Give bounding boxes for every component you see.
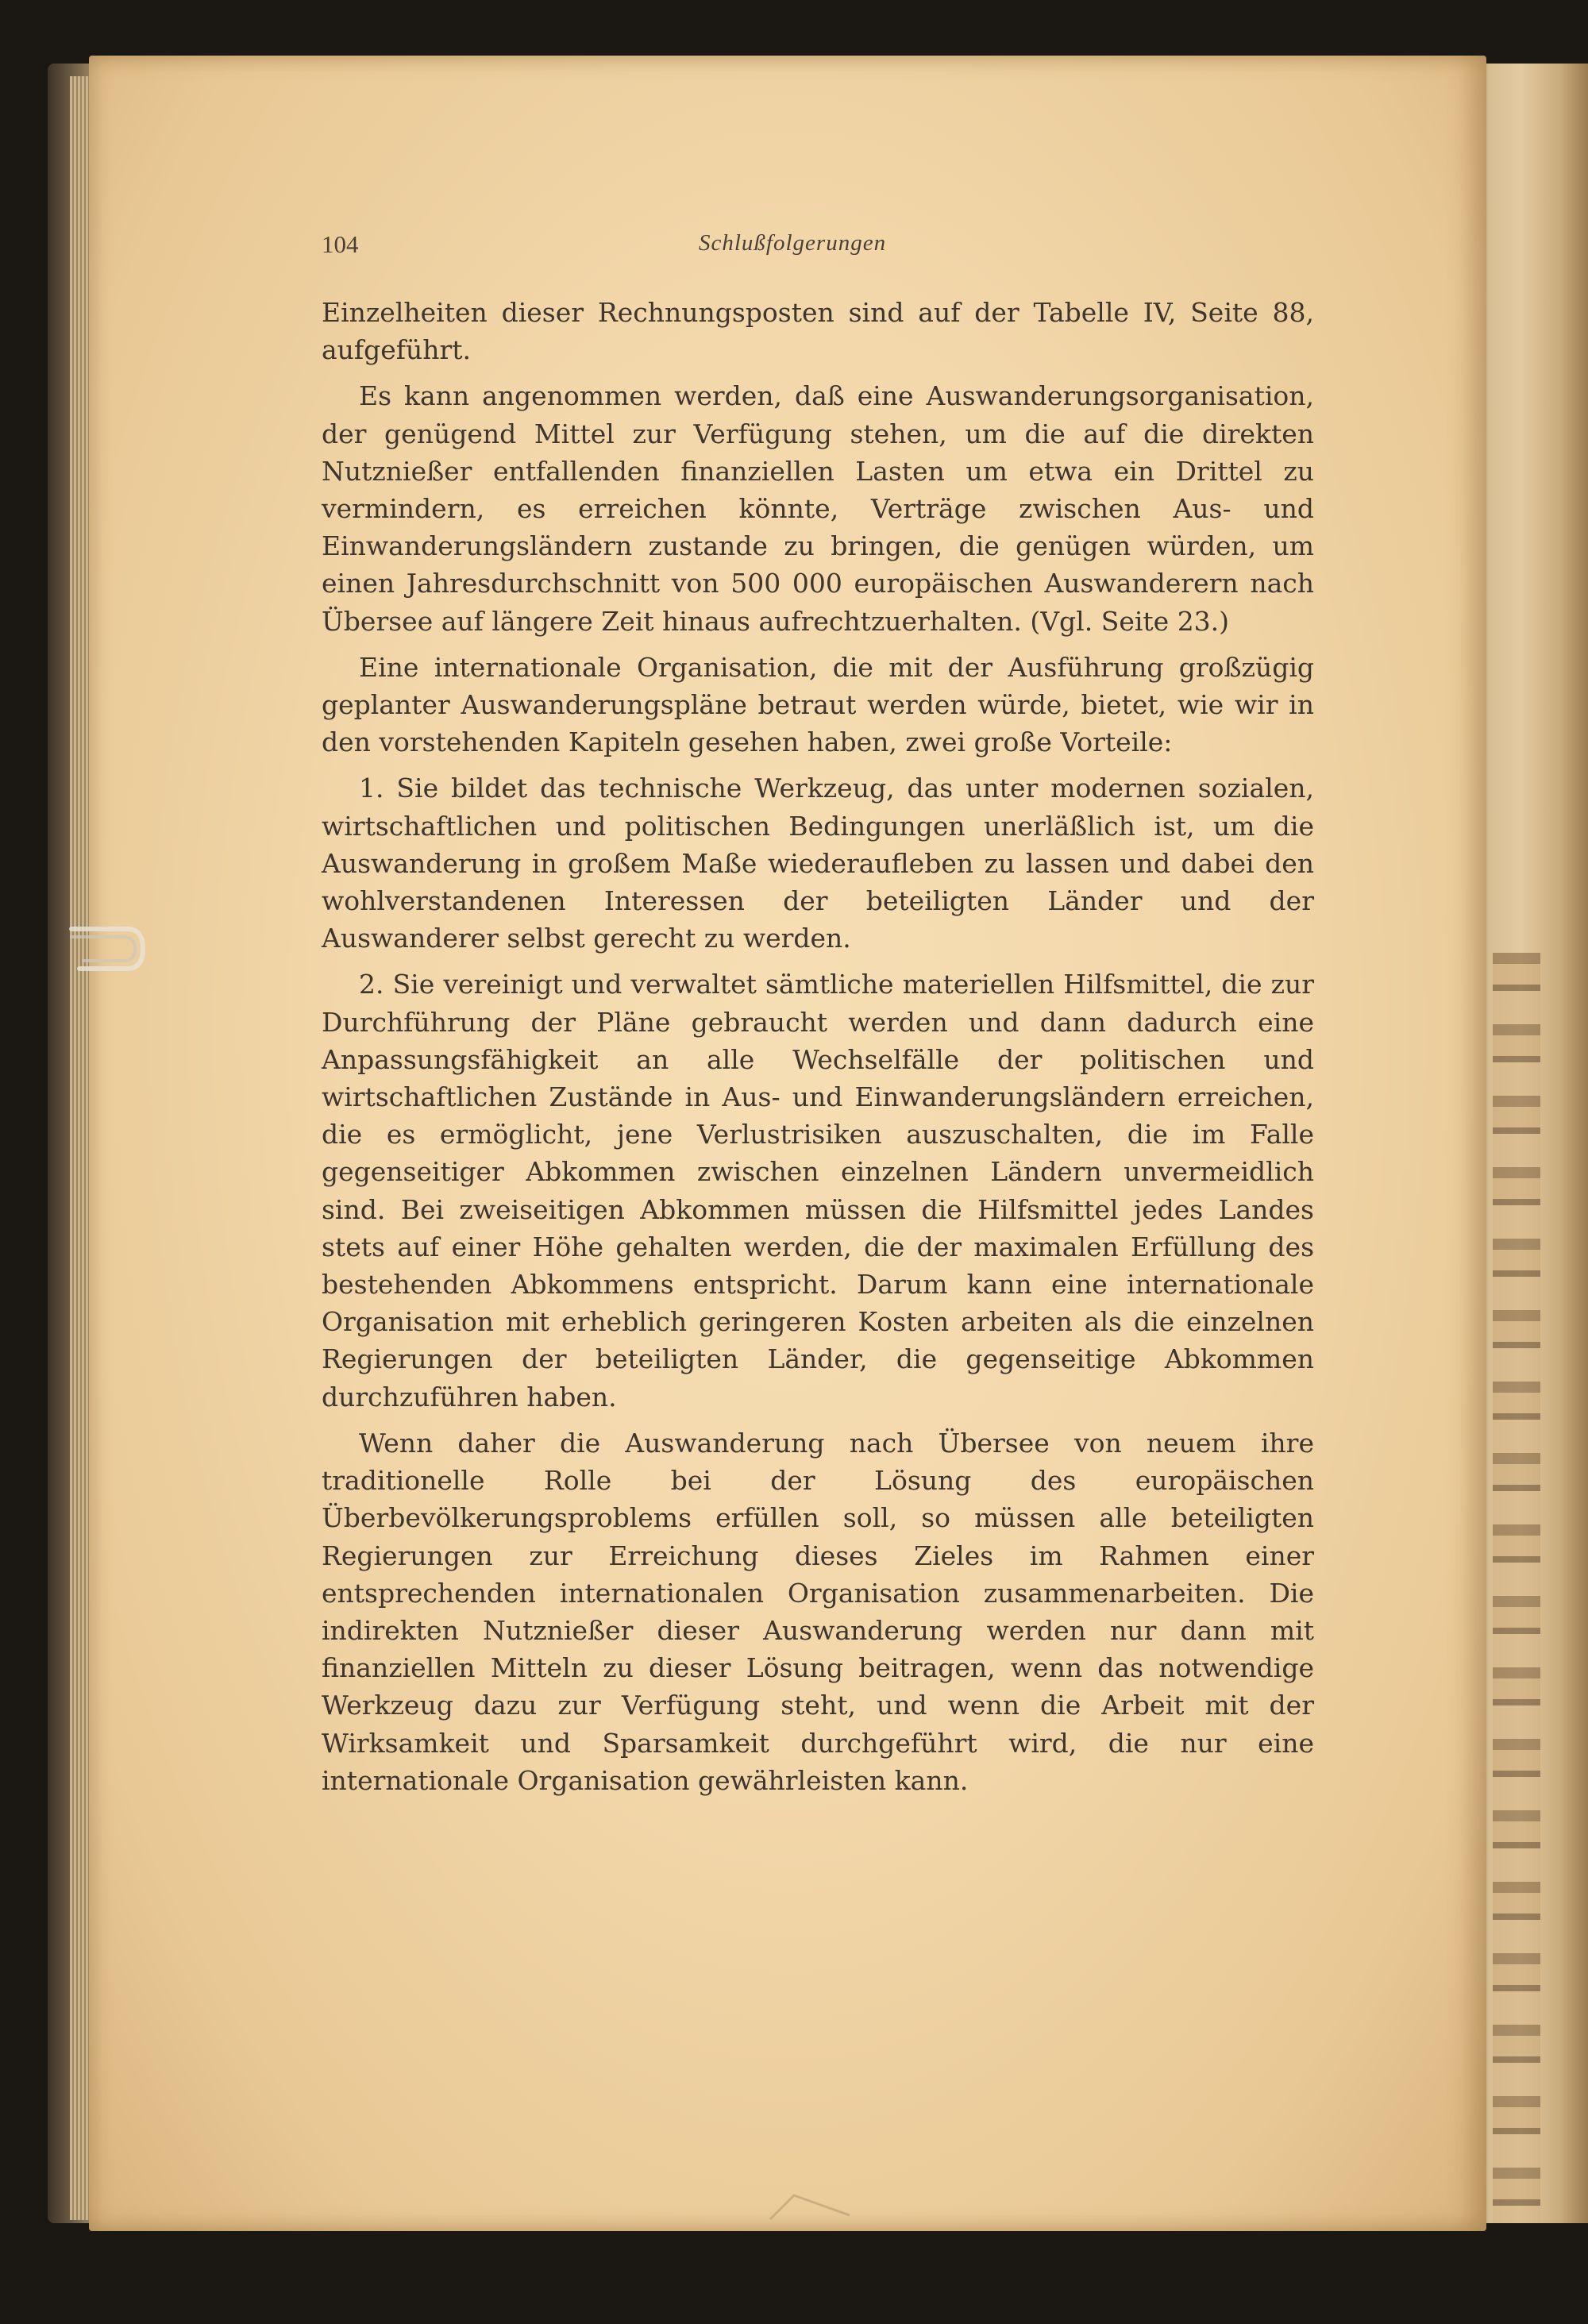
paragraph: Es kann angenommen werden, daß eine Auswanderungsorganisation, der genügend Mittel zur Verfügung stehen, um die auf die direkten Nutznießer entfallenden finanziellen Lasten um etwa ein Drittel zu vermindern, es erreichen könnte, Verträge zwischen Aus- und Einwanderungsländern zustande zu bringen, die genügen würden, um einen Jahresdurchschnitt von 500 000 europäischen Auswanderern nach Übersee auf längere Zeit hinaus aufrechtzuerhalten. (Vgl. Seite 23.) [322, 380, 1314, 637]
tape-mark-icon [762, 2191, 858, 2223]
body-text [322, 294, 1314, 1808]
list-item: 2. Sie vereinigt und verwaltet sämtliche materiellen Hilfsmittel, die zur Durchführung der Pläne gebraucht werden und dann dadurch eine Anpassungsfähigkeit an alle Wechselfälle der politischen und wirtschaftlichen Zustände in Aus- und Einwanderungsländern erreichen, die es ermöglicht, jene Verlustrisiken auszuschalten, die im Falle gegenseitiger Abkommen zwischen einzelnen Ländern unvermeidlich sind. Bei zweiseitigen Abkommen müssen die Hilfsmittel jedes Landes stets auf einer Höhe gehalten werden, die der maximalen Erfüllung des bestehenden Abkommens entspricht. Darum kann eine internationale Organisation mit erheblich geringeren Kosten arbeiten als die einzelnen Regierungen der beteiligten Länder, die gegenseitige Abkommen durchzuführen haben. [322, 969, 1314, 1413]
paper-clip-icon [64, 913, 151, 985]
paragraph: Wenn daher die Auswanderung nach Übersee von neuem ihre traditionelle Rolle bei der Lösung des europäischen Überbevölkerungsproblems erfüllen soll, so müssen alle beteiligten Regierungen zur Erreichung dieses Zieles im Rahmen einer entsprechenden internationalen Organisation zusammenarbeiten. Die indirekten Nutznießer dieser Auswanderung werden nur dann mit finanziellen Mitteln zu dieser Lösung beitragen, wenn das notwendige Werkzeug dazu zur Verfügung steht, und wenn die Arbeit mit der Wirksamkeit und Sparsamkeit durchgeführt wird, die nur eine internationale Organisation gewährleisten kann. [322, 1427, 1314, 1796]
running-head: Schlußfolgerungen [699, 230, 887, 256]
paragraph: Eine internationale Organisation, die mit der Ausführung großzügig geplanter Auswanderungspläne betraut werden würde, bietet, wie wir in den vorstehenden Kapiteln gesehen haben, zwei große Vorteile: [322, 651, 1314, 758]
page-number: 104 [322, 230, 359, 258]
paragraph: Einzelheiten dieser Rechnungsposten sind auf der Tabelle IV, Seite 88, aufgeführt. [322, 297, 1314, 366]
torn-page-edge [1493, 953, 1540, 2324]
list-item: 1. Sie bildet das technische Werkzeug, das unter modernen sozialen, wirtschaftlichen und politischen Bedingungen unerläßlich ist, um die Auswanderung in großem Maße wiederaufleben zu lassen und dabei den wohlverstandenen Interessen der beteiligten Länder und der Auswanderer selbst gerecht zu werden. [322, 773, 1314, 954]
background-surface [0, 2223, 1588, 2324]
